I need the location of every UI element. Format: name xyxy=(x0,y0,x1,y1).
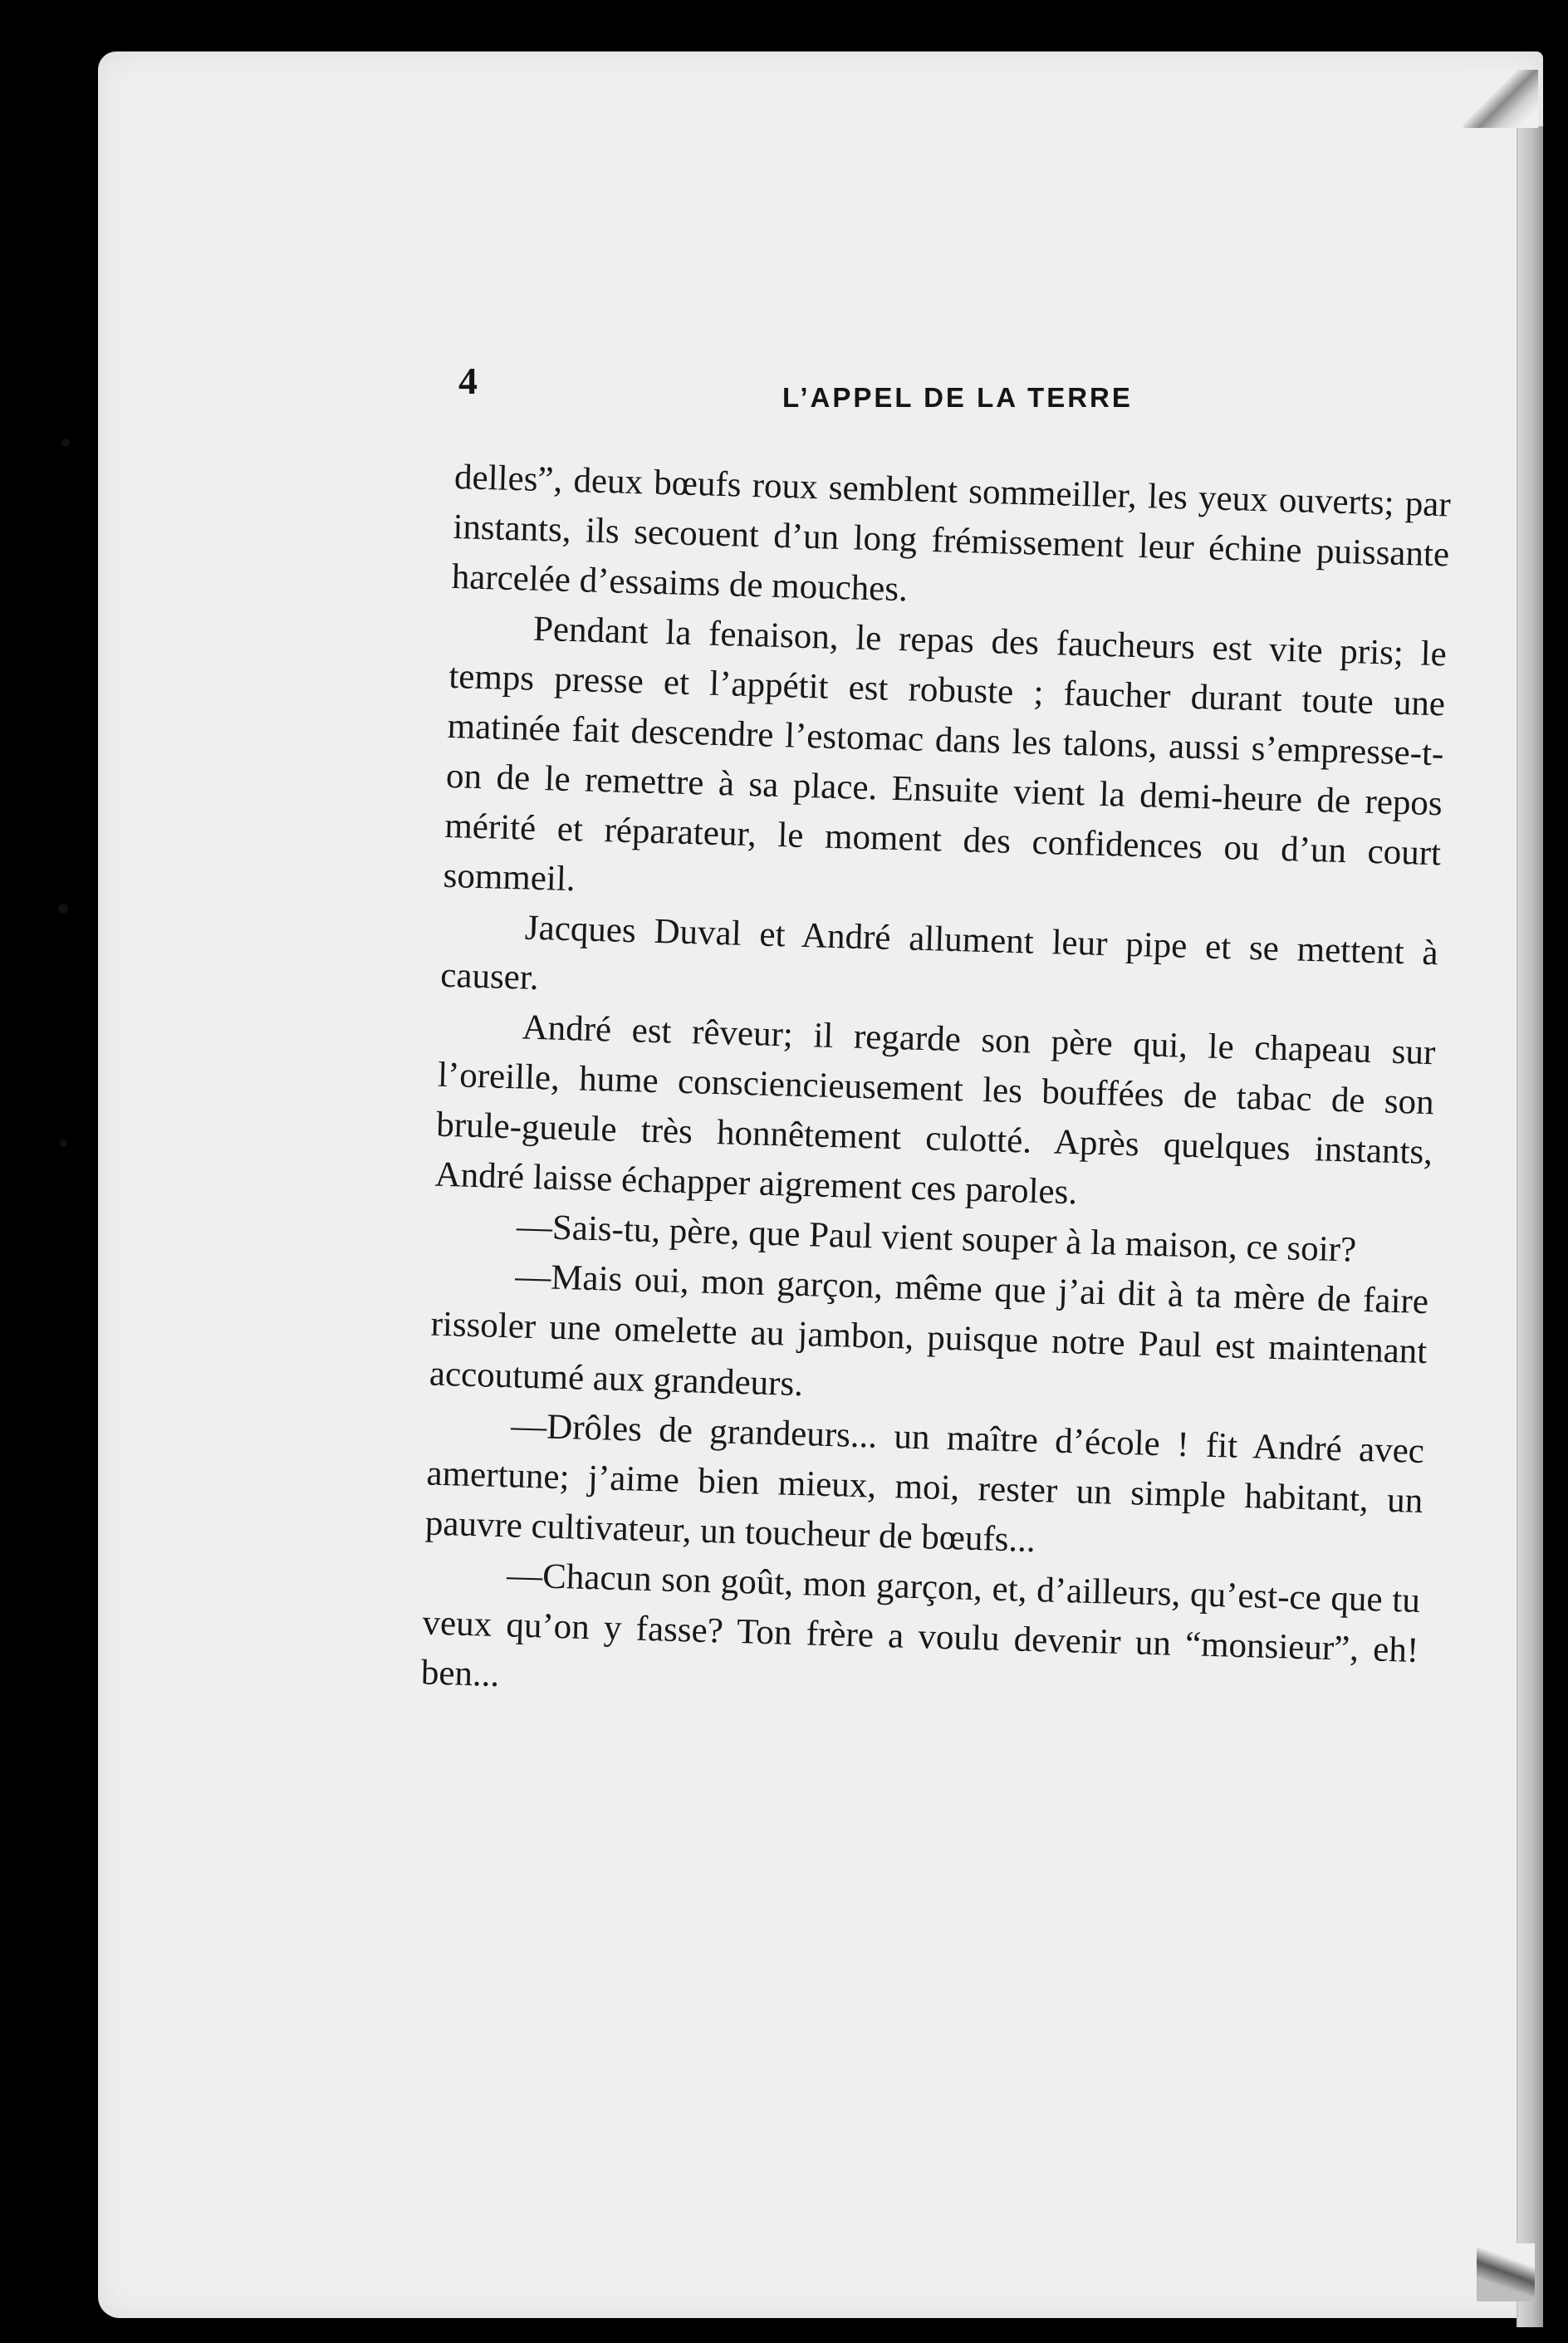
dialogue-paragraph: —Mais oui, mon garçon, même que j’ai dit à ta mère de faire rissoler une omelette au jambon, puisque notre Paul est maintenant accoutumé aux grandeurs. xyxy=(429,1257,1429,1404)
dialogue-paragraph: —Sais-tu, père, que Paul vient souper à la maison, ce soir? xyxy=(516,1207,1357,1270)
page-corner-bottom xyxy=(1477,2243,1535,2301)
page-header xyxy=(458,359,1480,417)
page-edge xyxy=(1517,126,1543,2327)
dust-speck xyxy=(58,904,68,914)
paragraph: Pendant la fenaison, le repas des faucheurs est vite pris; le temps presse et l’appétit est robuste ; faucher durant toute une matinée fait descendre l’estomac dans les talons, aussi s’empresse-t-on de le remettre à sa place. Ensuite vient la demi-heure de repos mérité et réparateur, le moment des confidences ou d’un court sommeil. xyxy=(443,609,1448,899)
paragraph: delles”, deux bœufs roux semblent sommeiller, les yeux ouverts; par instants, ils secouent d’un long frémissement leur échine puissante harcelée d’essaims de mouches. xyxy=(451,457,1452,610)
page-corner-top xyxy=(1463,70,1538,128)
dialogue-paragraph: —Chacun son goût, mon garçon, et, d’ailleurs, qu’est-ce que tu veux qu’on y fasse? Ton frère a voulu devenir un “monsieur”, eh! ben... xyxy=(420,1556,1421,1695)
running-title: L’APPEL DE LA TERRE xyxy=(782,382,1133,413)
dust-speck xyxy=(61,439,70,447)
paragraph: Jacques Duval et André allument leur pipe et se mettent à causer. xyxy=(439,908,1439,998)
page-number: 4 xyxy=(458,360,478,402)
body-text xyxy=(420,453,1451,1726)
paragraph: André est rêveur; il regarde son père qui, le chapeau sur l’oreille, hume consciencieusement les bouffées de tabac de son brule-gueule très honnêtement culotté. Après quelques instants, André laisse échapper aigrement ces paroles. xyxy=(434,1007,1436,1213)
dialogue-paragraph: —Drôles de grandeurs... un maître d’école ! fit André avec amertune; j’aime bien mieux, moi, rester un simple habitant, un pauvre cultivateur, un toucheur de bœufs... xyxy=(424,1406,1425,1561)
dust-speck xyxy=(60,1140,67,1147)
